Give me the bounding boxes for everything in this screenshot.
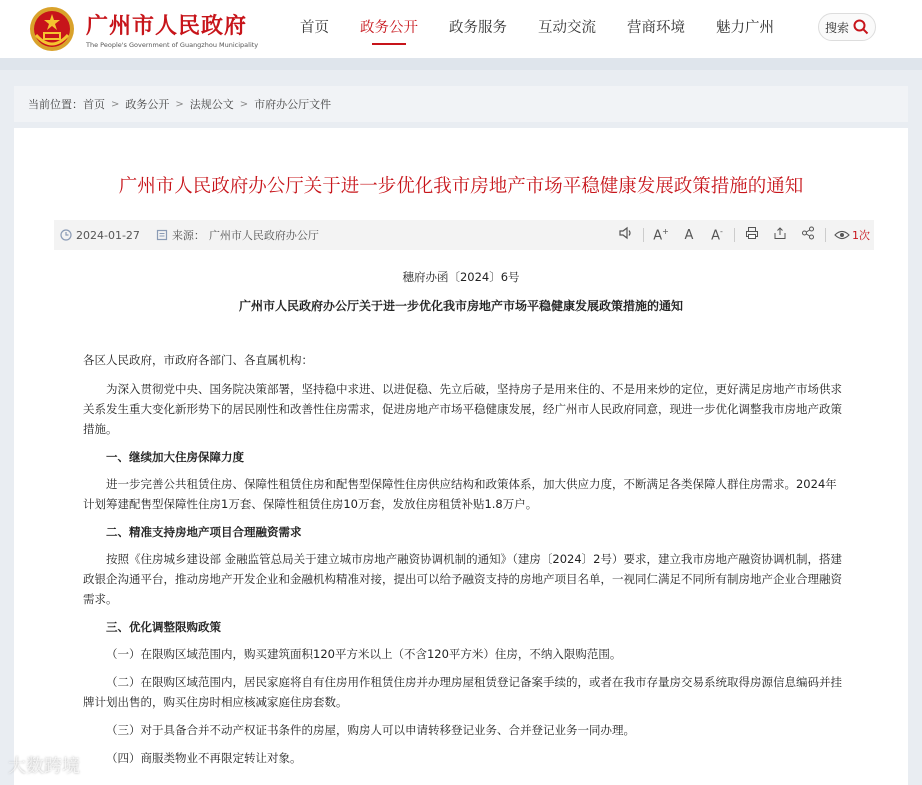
share-icon[interactable] [769, 226, 791, 244]
article-body [83, 350, 847, 776]
publish-date-value: 2024-01-27 [76, 228, 140, 242]
breadcrumb-gov-affairs[interactable]: 政务公开 [125, 98, 170, 111]
breadcrumb-municipal-office-docs[interactable]: 市府办公厅文件 [254, 98, 332, 111]
site-name[interactable]: 广州市人民政府 [86, 14, 248, 39]
source-label: 来源： [171, 229, 205, 242]
document-title: 广州市人民政府办公厅关于进一步优化我市房地产市场平稳健康发展政策措施的通知 [238, 299, 683, 313]
link-share-icon[interactable] [797, 226, 819, 244]
nav-interaction[interactable]: 互动交流 [538, 20, 596, 36]
article-card [14, 128, 908, 785]
national-emblem-logo[interactable] [28, 5, 76, 53]
list-item: （一）在限购区域范围内，购买建筑面积120平方米以上（不含120平方米）住房，不纳入限购范围。 [106, 647, 622, 661]
article-meta-bar [54, 220, 874, 250]
nav-home[interactable]: 首页 [300, 20, 329, 36]
source-value: 广州市人民政府办公厅 [208, 229, 319, 242]
view-count-value: 1次 [852, 229, 870, 242]
intro-paragraph: 为深入贯彻党中央、国务院决策部署，坚持稳中求进、以进促稳、先立后破，坚持房子是用来住的、不是用来炒的定位，更好满足房地产市场供求关系发生重大变化新形势下的居民刚性和改善性住房需求，促进房地产市场平稳健康发展，经广州市人民政府同意，现进一步优化调整我市房地产政策措施。 [83, 382, 842, 436]
breadcrumb-home[interactable]: 首页 [83, 98, 105, 111]
toolbar-divider [643, 228, 644, 242]
nav-charming-guangzhou[interactable]: 魅力广州 [716, 20, 774, 36]
clock-icon [60, 229, 72, 241]
eye-icon [834, 229, 850, 241]
breadcrumb [14, 86, 908, 122]
font-default-icon[interactable]: A [684, 227, 694, 243]
search-button[interactable] [818, 13, 876, 41]
article-toolbar [609, 220, 870, 250]
main-nav [300, 16, 805, 45]
document-number: 穗府办函〔2024〕6号 [402, 270, 520, 284]
publish-date [60, 229, 140, 242]
nav-gov-affairs-disclosure[interactable]: 政务公开 [360, 16, 418, 45]
search-icon [853, 19, 869, 35]
list-item: （三）对于具备合并不动产权证书条件的房屋，购房人可以申请转移登记业务、合并登记业务一同办理。 [106, 723, 635, 737]
read-aloud-icon[interactable] [615, 226, 637, 244]
nav-business-environment[interactable]: 营商环境 [627, 20, 685, 36]
nav-gov-services[interactable]: 政务服务 [449, 20, 507, 36]
site-name-english: The People's Government of Guangzhou Municipality [86, 41, 259, 49]
chevron-right-icon: > [111, 98, 120, 110]
section-paragraph: 按照《住房城乡建设部 金融监管总局关于建立城市房地产融资协调机制的通知》（建房〔2024〕2号）要求，建立我市房地产融资协调机制，搭建政银企沟通平台，推动房地产开发企业和金融机构精准对接，提出可以给予融资支持的房地产项目名单，一视同仁满足不同所有制房地产企业合理融资需求。 [83, 552, 842, 606]
source-info [156, 227, 319, 243]
article-title: 广州市人民政府办公厅关于进一步优化我市房地产市场平稳健康发展政策措施的通知 [118, 176, 804, 197]
site-header [0, 0, 922, 58]
print-icon[interactable] [741, 226, 763, 244]
font-increase-icon[interactable]: A+ [653, 226, 669, 244]
list-item: （四）商服类物业不再限定转让对象。 [106, 751, 302, 765]
search-label: 搜索 [824, 20, 849, 35]
section-heading: 一、继续加大住房保障力度 [106, 450, 244, 464]
breadcrumb-prefix: 当前位置： [28, 98, 83, 111]
font-decrease-icon[interactable]: A- [711, 226, 723, 244]
toolbar-divider [734, 228, 735, 242]
section-paragraph: 进一步完善公共租赁住房、保障性租赁住房和配售型保障性住房供应结构和政策体系，加大供应力度，不断满足各类保障人群住房需求。2024年计划筹建配售型保障性住房1万套、保障性租赁住房10万套，发放住房租赁补贴1.8万户。 [83, 477, 837, 511]
view-count [834, 227, 870, 243]
section-heading: 三、优化调整限购政策 [106, 620, 221, 634]
list-item: （二）在限购区域范围内，居民家庭将自有住房用作租赁住房并办理房屋租赁登记备案手续的，或者在我市存量房交易系统取得房源信息编码并挂牌计划出售的，购买住房时相应核减家庭住房套数。 [83, 675, 842, 709]
chevron-right-icon: > [175, 98, 184, 110]
header-divider-band [0, 58, 922, 70]
breadcrumb-regulations[interactable]: 法规公文 [189, 98, 234, 111]
document-icon [156, 229, 168, 241]
chevron-right-icon: > [239, 98, 249, 110]
watermark: 大数跨境 [8, 756, 80, 777]
section-heading: 二、精准支持房地产项目合理融资需求 [106, 525, 302, 539]
toolbar-divider [825, 228, 826, 242]
addressee: 各区人民政府，市政府各部门、各直属机构： [83, 353, 313, 367]
